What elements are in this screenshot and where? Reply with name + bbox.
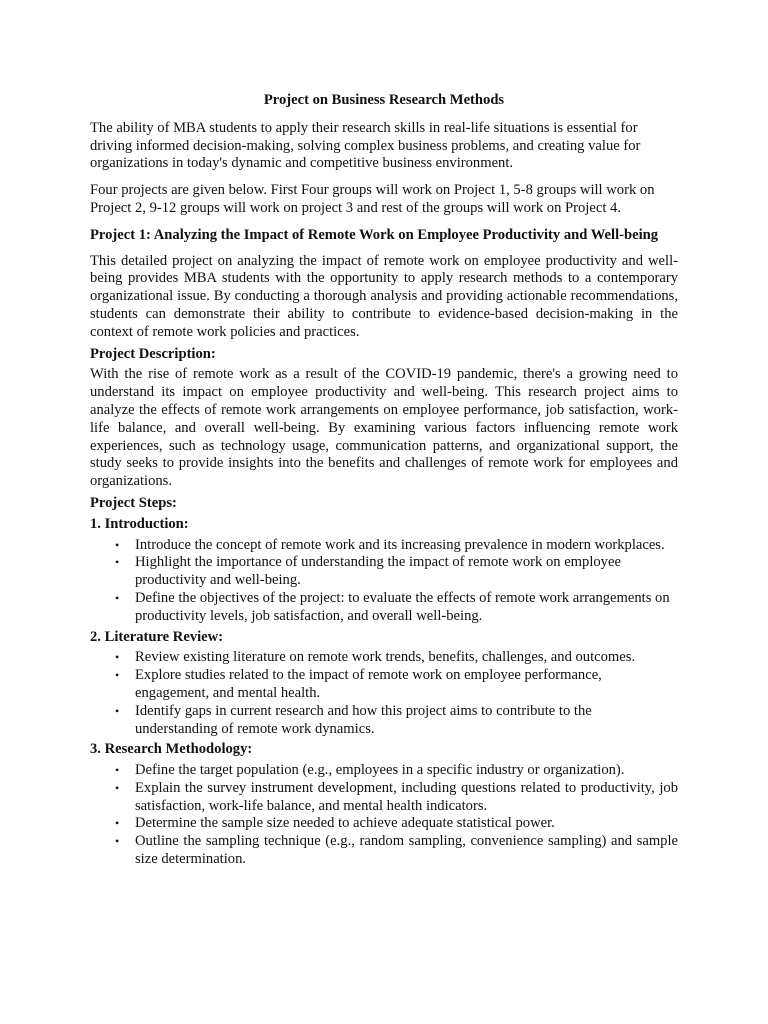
list-item-text: Outline the sampling technique (e.g., random sampling, convenience sampling) and sample size determination. (135, 833, 678, 868)
list-item-text: Highlight the importance of understanding the impact of remote work on employee productivity and well-being. (135, 554, 621, 589)
list-item-text: Identify gaps in current research and how this project aims to contribute to the understanding of remote work dynamics. (135, 702, 592, 737)
list-item (115, 667, 678, 703)
bullet-icon: • (115, 668, 120, 683)
list-item (115, 536, 678, 555)
project1-heading: Project 1: Analyzing the Impact of Remote Work on Employee Productivity and Well-being (90, 226, 659, 243)
bullet-icon: • (115, 780, 120, 795)
section-list-introduction (90, 537, 678, 626)
list-item (115, 815, 678, 833)
section-heading-research-methodology: 3. Research Methodology: (90, 741, 253, 758)
list-item-text: Review existing literature on remote work trends, benefits, challenges, and outcomes. (135, 649, 636, 666)
intro-paragraph: The ability of MBA students to apply their research skills in real-life situations is essential for driving informed decision-making, solving complex business problems, and creating value for organizations in today's dynamic and competitive business environment. (90, 119, 641, 172)
list-item-text: Define the objectives of the project: to evaluate the effects of remote work arrangements on productivity levels, job satisfaction, and overall well-being. (135, 589, 670, 624)
section-list-literature-review (90, 649, 678, 738)
bullet-icon: • (115, 650, 120, 665)
list-item-text: Determine the sample size needed to achieve adequate statistical power. (135, 815, 555, 832)
document-page (90, 92, 678, 872)
document-title: Project on Business Research Methods (263, 92, 505, 108)
section-heading-introduction: 1. Introduction: (90, 515, 189, 532)
bullet-icon: • (115, 537, 120, 552)
bullet-icon: • (115, 834, 120, 849)
list-item (115, 833, 678, 869)
steps-heading: Project Steps: (90, 494, 177, 511)
groups-paragraph: Four projects are given below. First Four groups will work on Project 1, 5-8 groups will work on Project 2, 9-12 groups will work on project 3 and rest of the groups will work on Project 4. (90, 182, 655, 216)
bullet-icon: • (115, 590, 120, 605)
bullet-icon: • (115, 763, 120, 778)
bullet-icon: • (115, 703, 120, 718)
description-text: With the rise of remote work as a result of the COVID-19 pandemic, there's a growing need to understand its impact on employee productivity and well-being. This research project aims to analyze the effects of remote work arrangements on employee performance, job satisfaction, work-life balance, and overall well-being. By examining various factors influencing remote work experiences, such as technology usage, communication patterns, and organizational support, the study seeks to provide insights into the benefits and challenges of remote work for employees and organizations. (90, 366, 678, 490)
bullet-icon: • (115, 555, 120, 570)
section-heading-literature-review: 2. Literature Review: (90, 628, 224, 645)
list-item-text: Introduce the concept of remote work and its increasing prevalence in modern workplaces. (135, 536, 665, 553)
list-item (115, 762, 678, 780)
list-item (115, 702, 678, 739)
list-item-text: Explore studies related to the impact of remote work on employee performance, engagement, and mental health. (135, 667, 602, 701)
list-item-text: Explain the survey instrument development, including questions related to productivity, job satisfaction, work-life balance, and mental health indicators. (135, 779, 678, 814)
project1-overview: This detailed project on analyzing the impact of remote work on employee productivity and well-being provides MBA students with the opportunity to apply research methods to a contemporary organizational issue. By conducting a thorough analysis and providing actionable recommendations, students can demonstrate their ability to contribute to evidence-based decision-making in the context of remote work policies and practices. (90, 252, 678, 340)
list-item (115, 589, 678, 626)
list-item (115, 649, 678, 667)
section-list-research-methodology (90, 762, 678, 869)
description-heading: Project Description: (90, 345, 216, 362)
list-item (115, 554, 678, 590)
list-item (115, 779, 678, 816)
list-item-text: Define the target population (e.g., employees in a specific industry or organization). (135, 762, 625, 779)
bullet-icon: • (115, 816, 120, 831)
